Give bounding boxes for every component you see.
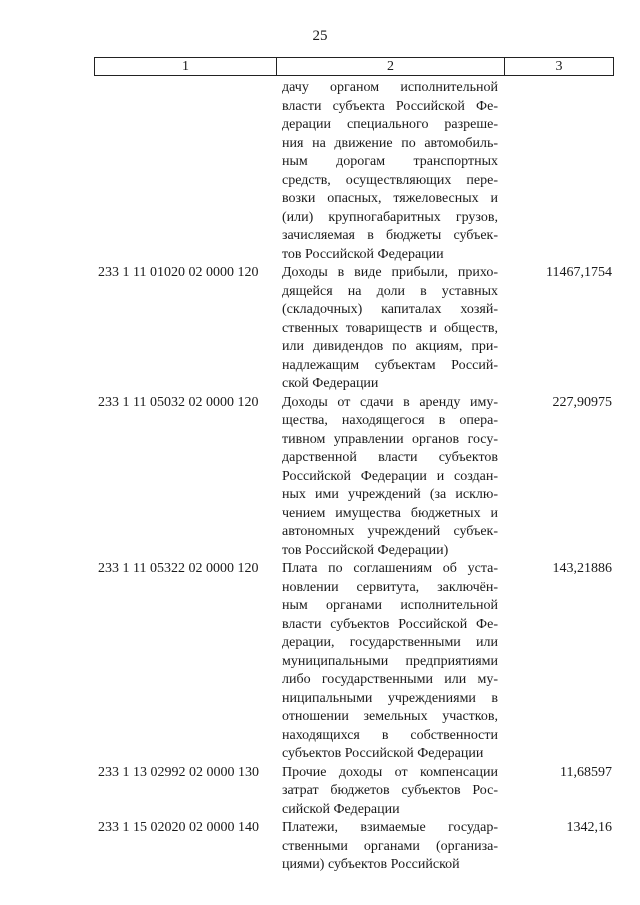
description-line: тов Российской Федерации [282,246,444,262]
table-row [94,264,614,394]
description-line: дачу органом исполнительной [282,80,498,95]
revenue-description [282,560,498,764]
column-header-2: 2 [277,58,505,75]
description-line: (или) крупногабаритных грузов, [282,209,498,225]
description-line: ской Федерации [282,376,379,391]
description-line: автономных учреждений субъек- [282,524,498,539]
description-line: чением имущества бюджетных и [282,505,498,521]
budget-code: 233 1 11 05032 02 0000 120 [98,394,259,410]
amount-value: 11,68597 [560,764,612,780]
description-line: либо государственными или му- [282,672,498,687]
description-line: Доходы от сдачи в аренду иму- [282,394,498,410]
description-line: находящихся в собственности [282,727,498,743]
description-line: власти субъектов Российской Фе- [282,616,498,632]
description-line: муниципальными предприятиями [282,653,498,669]
description-line: Плата по соглашениям об уста- [282,561,498,576]
description-line: новлении сервитута, заключён- [282,579,498,595]
description-line: Прочие доходы от компенсации [282,764,498,780]
column-header-3: 3 [555,59,563,74]
description-line: дерации, государственными или [282,635,498,650]
table-header [94,57,614,76]
revenue-description [282,264,498,394]
budget-code: 233 1 13 02992 02 0000 130 [98,764,259,780]
description-line: сийской Федерации [282,801,400,817]
description-line: зачисляемая в бюджеты субъек- [282,228,498,243]
description-line: ния на движение по автомобиль- [282,135,498,151]
amount-value: 11467,1754 [546,265,612,280]
revenue-description [282,764,498,820]
description-line: дерации специального разреше- [282,117,498,132]
table-row [94,560,614,764]
description-line: ных ими учреждений (за исклю- [282,487,498,502]
table-row [94,394,614,561]
budget-code [94,79,282,264]
description-line: возки опасных, тяжеловесных и [282,191,498,206]
description-line: ственными органами (организа- [282,838,498,854]
description-line: (складочных) капиталах хозяй- [282,302,498,317]
amount-value: 1342,16 [566,820,612,835]
description-line: Платежи, взимаемые государ- [282,820,498,835]
description-line: ным органами исполнительной [282,598,498,613]
column-header-1: 1 [95,58,277,75]
table-row [94,79,614,264]
description-line: власти субъекта Российской Фе- [282,98,498,114]
page-number: 25 [312,28,328,44]
description-line: отношении земельных участков, [282,709,498,724]
budget-code: 233 1 11 05322 02 0000 120 [98,561,259,576]
table-row [94,819,614,875]
description-line: тивном управлении органов госу- [282,431,498,447]
description-line: Российской Федерации и создан- [282,468,498,484]
amount-value: 143,21886 [552,561,612,576]
description-line: дарственной власти субъектов [282,450,498,465]
description-line: или дивидендов по акциям, при- [282,339,498,354]
revenue-description [282,819,498,875]
budget-code: 233 1 15 02020 02 0000 140 [98,820,259,835]
description-line: ным дорогам транспортных [282,154,498,169]
budget-code: 233 1 11 01020 02 0000 120 [98,265,259,280]
description-line: средств, осуществляющих пере- [282,172,498,188]
revenue-description [282,394,498,561]
table-row [94,764,614,820]
description-line: дящейся на доли в уставных [282,283,498,299]
revenue-description [282,79,498,264]
description-line: тов Российской Федерации) [282,542,449,558]
description-line: щества, находящегося в опера- [282,413,498,428]
description-line: ниципальными учреждениями в [282,690,498,706]
description-line: затрат бюджетов субъектов Рос- [282,783,498,798]
description-line: субъектов Российской Федерации [282,746,484,761]
description-line: Доходы в виде прибыли, прихо- [282,265,498,280]
table-body [94,79,614,875]
description-line: циями) субъектов Российской [282,857,460,872]
amount-value: 227,90975 [552,394,612,410]
description-line: ственных товариществ и обществ, [282,320,498,336]
amount-value [498,79,614,264]
description-line: надлежащим субъектам Россий- [282,357,498,373]
